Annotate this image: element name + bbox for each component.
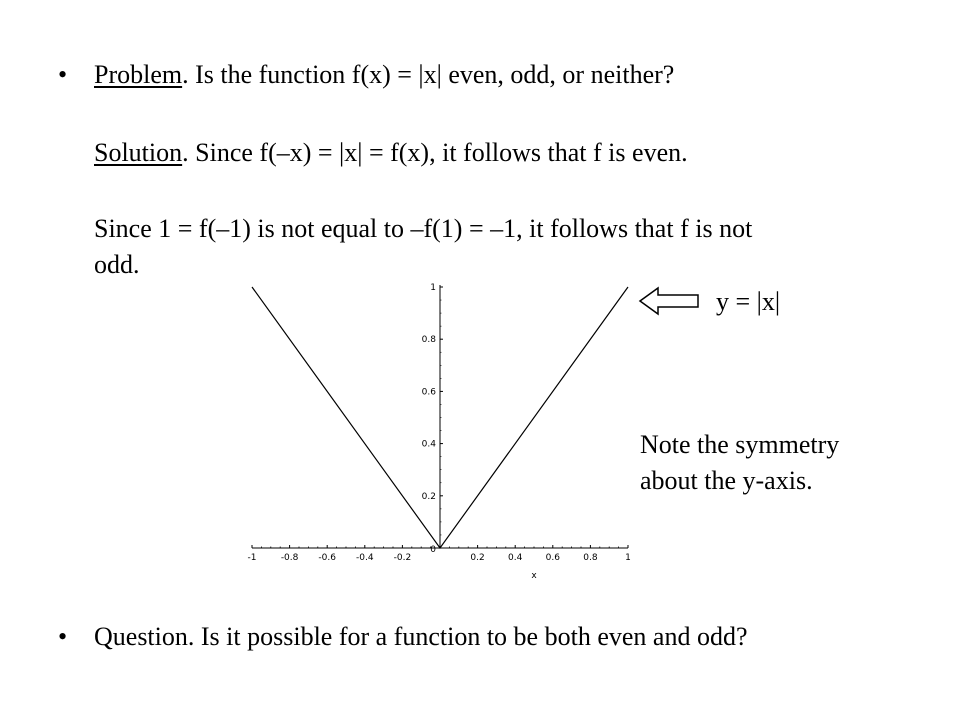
abs-function-plot	[230, 278, 640, 583]
note-line-2: about the y-axis.	[640, 466, 813, 495]
y-tick-label: 1	[430, 283, 436, 293]
x-tick-label: 0.4	[508, 553, 523, 563]
plot-ticks	[248, 283, 631, 563]
x-tick-label: 0.2	[470, 553, 485, 563]
bullet-question: •	[58, 622, 68, 651]
graph-label: y = |x|	[716, 287, 781, 316]
solution-line	[94, 138, 688, 168]
left-arrow-icon	[638, 286, 702, 316]
since-line-2: odd.	[94, 250, 140, 279]
y-tick-label: 0.6	[421, 387, 436, 398]
problem-line	[94, 60, 674, 90]
x-tick-label: 1	[625, 553, 631, 563]
origin-label: 0	[430, 545, 436, 555]
solution-text: . Since f(–x) = |x| = f(x), it follows that f is even.	[182, 138, 688, 167]
x-tick-label: -0.4	[356, 553, 374, 563]
y-tick-label: 0.2	[421, 491, 436, 502]
x-tick-label: -0.6	[318, 553, 336, 563]
note-line-1: Note the symmetry	[640, 430, 840, 459]
x-tick-label: -1	[247, 553, 257, 563]
x-axis-label: x	[531, 571, 537, 581]
solution-label: Solution	[94, 138, 183, 167]
y-tick-label: 0.8	[421, 335, 436, 346]
plot-axes	[252, 285, 628, 548]
problem-label: Problem	[94, 60, 183, 89]
bullet-problem: •	[58, 60, 68, 89]
x-tick-label: 0.8	[583, 553, 598, 563]
x-tick-label: -0.2	[393, 553, 412, 563]
since-line-1: Since 1 = f(–1) is not equal to –f(1) = –1, it follows that f is not	[94, 214, 753, 243]
x-tick-label: -0.8	[280, 553, 299, 563]
question-line: Question. Is it possible for a function to be both even and odd?	[94, 622, 748, 651]
y-tick-label: 0.4	[421, 439, 436, 450]
x-tick-label: 0.6	[545, 553, 560, 563]
problem-text: . Is the function f(x) = |x| even, odd, or neither?	[182, 60, 675, 89]
